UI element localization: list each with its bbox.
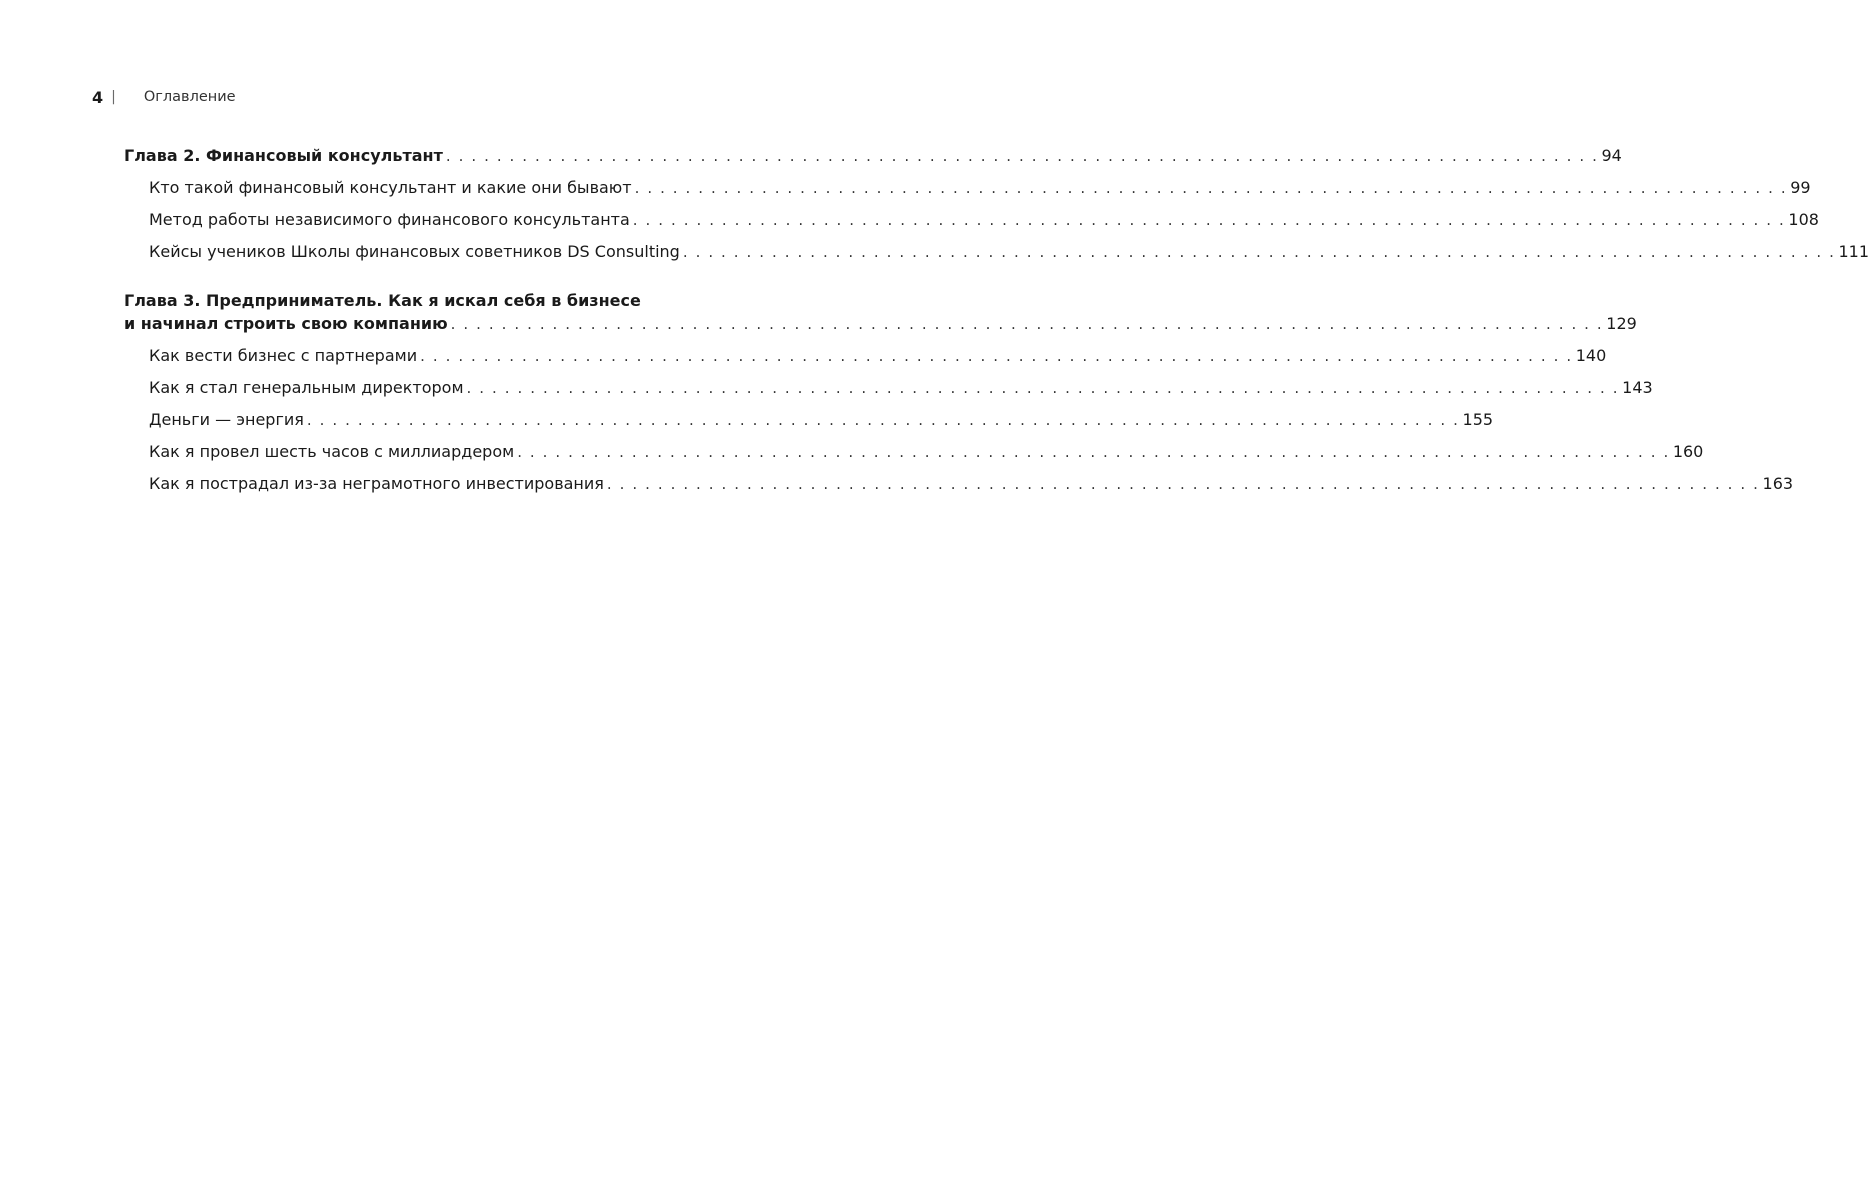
- dot-leader: [451, 312, 1604, 336]
- chapter-title: Глава 2. Финансовый консультант: [124, 146, 443, 165]
- toc-entry-chapter-2[interactable]: [124, 140, 1622, 172]
- chapter-title-line-1[interactable]: Глава 3. Предприниматель. Как я искал себя в бизнесе: [124, 291, 641, 310]
- toc-entry-section[interactable]: [124, 404, 1494, 436]
- dot-leader: [635, 172, 1788, 204]
- section-title: Как я стал генеральным директором: [149, 378, 464, 397]
- section-title: Кто такой финансовый консультант и какие они бывают: [149, 178, 632, 197]
- page-ref: 163: [1762, 474, 1794, 493]
- dot-leader: [420, 340, 1573, 372]
- dot-leader: [517, 436, 1670, 468]
- chapter-2-block: [124, 140, 1869, 268]
- toc-entry-section[interactable]: [124, 468, 1794, 500]
- toc-entry-section[interactable]: [124, 372, 1653, 404]
- page-ref: 160: [1672, 442, 1704, 461]
- page-ref: 140: [1575, 346, 1607, 365]
- table-of-contents: [124, 140, 1869, 522]
- chapter-title-line-2: и начинал строить свою компанию: [124, 314, 448, 333]
- page-number: 4: [92, 87, 104, 107]
- running-head-title: Оглавление: [143, 89, 236, 105]
- section-title: Кейсы учеников Школы финансовых советников DS Consulting: [149, 242, 680, 261]
- page-ref: 111: [1838, 242, 1869, 261]
- dot-leader: [633, 204, 1786, 236]
- section-title: Деньги — энергия: [149, 410, 304, 429]
- page-ref: 99: [1790, 178, 1811, 197]
- header-separator: |: [111, 89, 116, 105]
- running-head: [92, 86, 236, 108]
- dot-leader: [683, 236, 1836, 268]
- chapter-3-block: [124, 290, 1794, 500]
- page-ref: 155: [1462, 410, 1494, 429]
- toc-entry-section[interactable]: [124, 436, 1704, 468]
- page-ref: 143: [1622, 378, 1653, 397]
- section-title: Как я пострадал из-за неграмотного инвестирования: [149, 474, 604, 493]
- section-title: Метод работы независимого финансового консультанта: [149, 210, 630, 229]
- page-ref: 108: [1788, 210, 1819, 229]
- toc-entry-section[interactable]: [124, 236, 1869, 268]
- dot-leader: [446, 140, 1599, 172]
- toc-entry-chapter-3[interactable]: [124, 312, 1637, 336]
- dot-leader: [467, 372, 1620, 404]
- dot-leader: [607, 468, 1760, 500]
- page-ref: 94: [1601, 146, 1622, 165]
- dot-leader: [307, 404, 1460, 436]
- section-title: Как я провел шесть часов с миллиардером: [149, 442, 515, 461]
- toc-entry-section[interactable]: [124, 340, 1607, 372]
- section-title: Как вести бизнес с партнерами: [149, 346, 418, 365]
- toc-entry-section[interactable]: [124, 204, 1819, 236]
- page-ref: 129: [1606, 314, 1637, 333]
- toc-entry-section[interactable]: [124, 172, 1811, 204]
